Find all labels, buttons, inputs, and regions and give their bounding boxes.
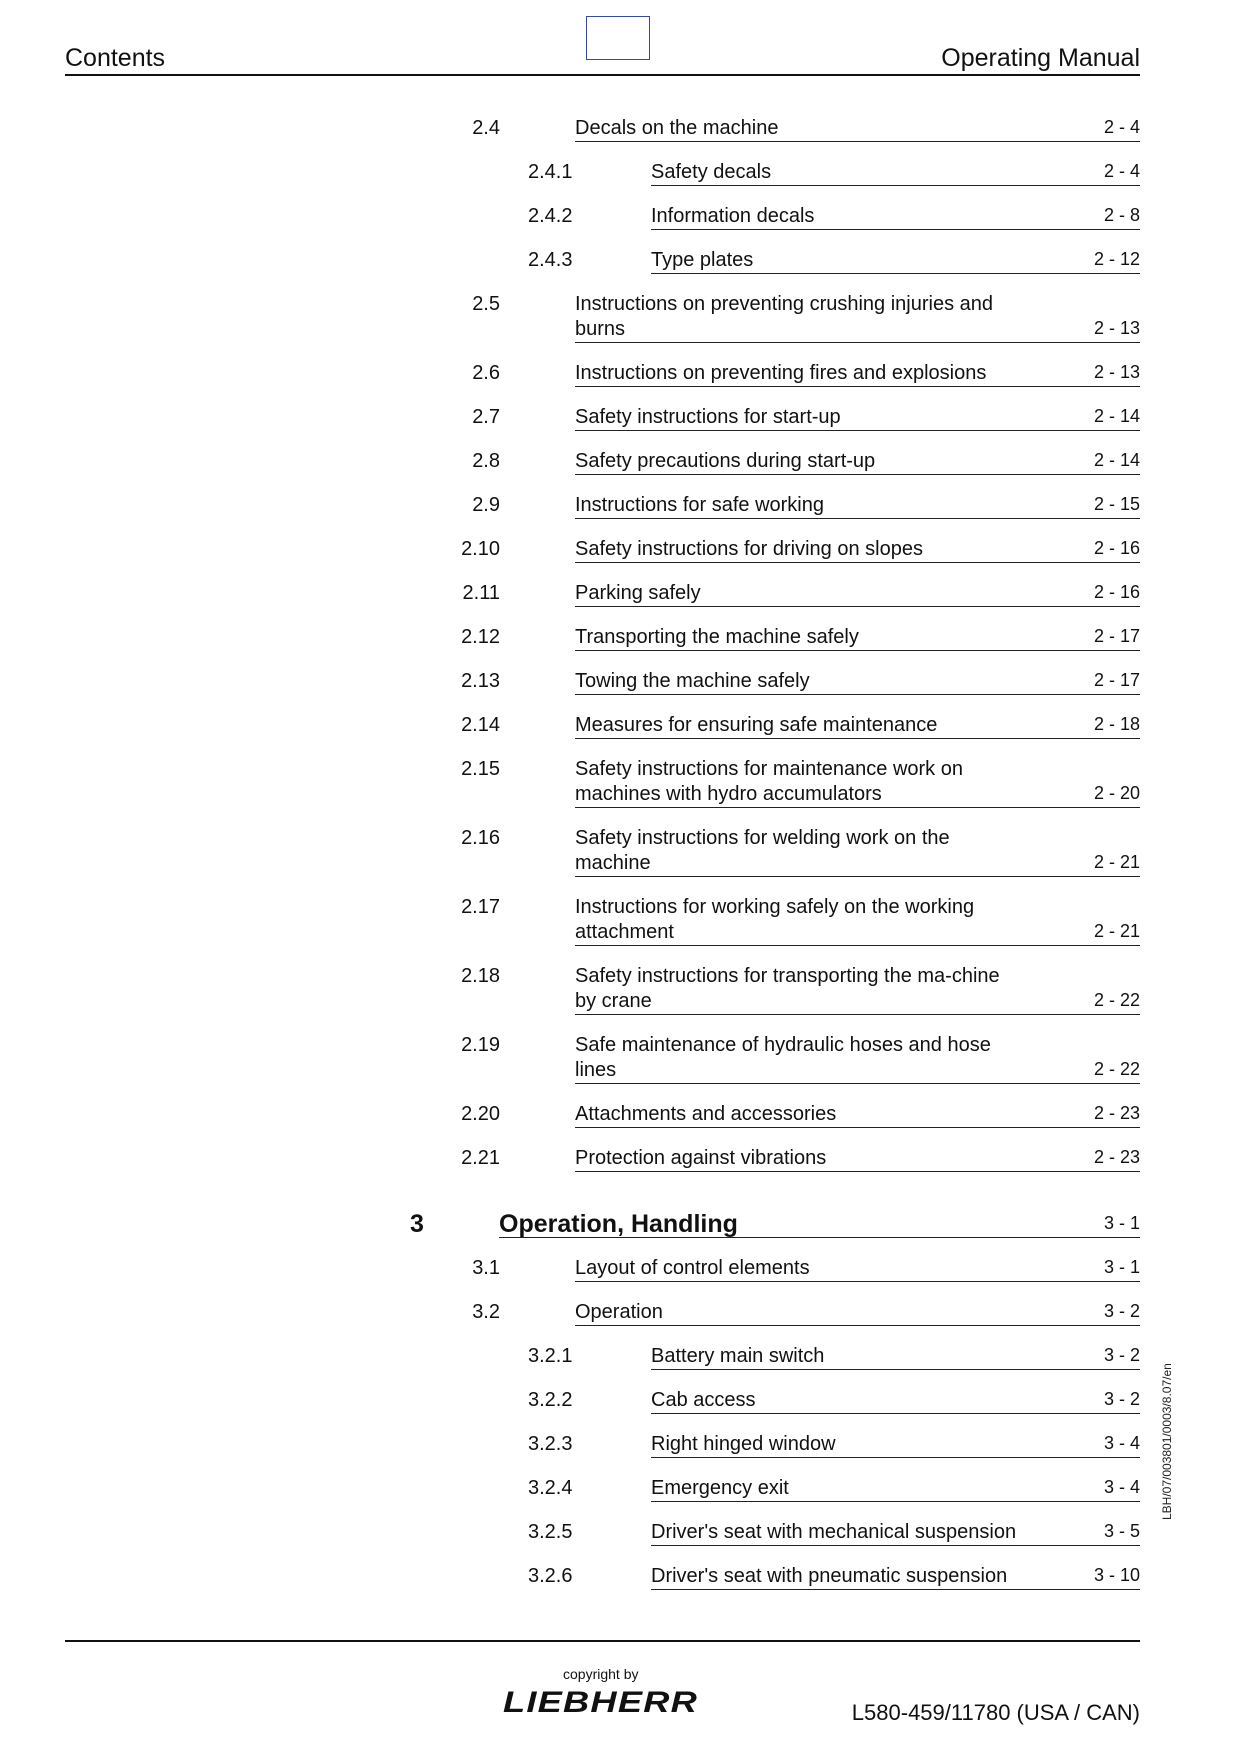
toc-entry-number: 3.2.6 [528,1565,573,1587]
toc-entry-page: 2 - 20 [1093,783,1140,803]
toc-entry-number: 2.5 [472,293,500,315]
toc-entry-title: Protection against vibrations [575,1147,827,1169]
toc-entry-number: 2.7 [472,406,500,428]
toc-entry-number: 3.2.3 [528,1433,573,1455]
toc-entry-number: 2.13 [461,670,500,692]
toc-entry-number: 3.1 [472,1257,500,1279]
toc-entry-number: 3.2.2 [528,1389,573,1411]
toc-entry-number: 2.4.2 [528,205,573,227]
toc-entry-number: 2.14 [461,714,500,736]
toc-entry-number: 2.4 [472,117,500,139]
toc-entry-page: 2 - 23 [1093,1147,1140,1167]
toc-entry-number: 2.8 [472,450,500,472]
toc-entry-number: 2.19 [461,1034,500,1056]
toc-entry-title: Transporting the machine safely [575,626,859,648]
toc-entry-title: Cab access [651,1389,756,1411]
header-divider [65,74,1140,76]
toc-entry-page: 2 - 22 [1093,990,1140,1010]
toc-entry-number: 2.21 [461,1147,500,1169]
toc-entry-title: Attachments and accessories [575,1103,837,1125]
toc-entry-page: 2 - 13 [1093,362,1140,382]
toc-entry-page: 2 - 4 [1103,161,1140,181]
toc-entry-number: 2.15 [461,758,500,780]
toc-entry-title: Safety precautions during start-up [575,450,876,472]
toc-entry-title: Measures for ensuring safe maintenance [575,714,938,736]
toc-entry-number: 2.4.1 [528,161,573,183]
toc-entry-page: 3 - 10 [1093,1565,1140,1585]
toc-entry-page: 3 - 1 [1103,1213,1140,1233]
toc-entry-number: 2.18 [461,965,500,987]
toc-entry-page: 2 - 4 [1103,117,1140,137]
toc-entry-page: 2 - 16 [1093,582,1140,602]
toc-entry-page: 2 - 23 [1093,1103,1140,1123]
toc-entry-page: 3 - 2 [1103,1301,1140,1321]
toc-entry-number: 2.11 [462,582,500,604]
toc-entry-title: Instructions for working safely on the working attachment [575,896,975,943]
toc-entry-title: Towing the machine safely [575,670,810,692]
toc-entry-number: 2.12 [461,626,500,648]
toc-entry-page: 3 - 4 [1103,1433,1140,1453]
toc-entry-title: Driver's seat with pneumatic suspension [651,1565,1008,1587]
toc-entry-page: 2 - 14 [1093,450,1140,470]
toc-entry-title: Safety instructions for start-up [575,406,841,428]
toc-entry-title: Safety instructions for transporting the ma-chine by crane [575,965,1000,1012]
toc-entry-page: 2 - 17 [1093,670,1140,690]
toc-entry-title: Safety instructions for maintenance work on machines with hydro accumulators [575,758,963,805]
toc-entry-title: Right hinged window [651,1433,836,1455]
toc-entry-title: Decals on the machine [575,117,779,139]
toc-entry-title: Information decals [651,205,815,227]
toc-entry-number: 3.2 [472,1301,500,1323]
toc-entry-page: 2 - 21 [1093,852,1140,872]
toc-entry-page: 3 - 4 [1103,1477,1140,1497]
toc-entry-number: 2.20 [461,1103,500,1125]
toc-entry-page: 2 - 17 [1093,626,1140,646]
liebherr-logo [503,1686,703,1723]
svg-text:LIEBHERR: LIEBHERR [503,1686,698,1718]
toc-entry-number: 2.4.3 [528,249,573,271]
toc-entry-page: 2 - 18 [1093,714,1140,734]
toc-entry-number: 2.9 [472,494,500,516]
toc-entry-title: Emergency exit [651,1477,789,1499]
side-document-code: LBH/07/003801/0003/8.07/en [1160,1363,1174,1520]
toc-entry-page: 2 - 12 [1093,249,1140,269]
toc-entry-number: 3.2.4 [528,1477,573,1499]
toc-entry-page: 2 - 15 [1093,494,1140,514]
toc-entry-title: Instructions on preventing crushing injuries and burns [575,293,994,340]
toc-entry-page: 3 - 2 [1103,1389,1140,1409]
toc-entry-title: Instructions for safe working [575,494,824,516]
toc-entry-page: 2 - 22 [1093,1059,1140,1079]
toc-entry-title: Safety instructions for welding work on the machine [575,827,950,874]
toc-entry-title: Battery main switch [651,1345,825,1367]
toc-entry-title: Instructions on preventing fires and explosions [575,362,987,384]
toc-entry-number: 3.2.5 [528,1521,573,1543]
toc-entry-number: 2.16 [461,827,500,849]
toc-entry-title: Layout of control elements [575,1257,810,1279]
toc-entry-title: Operation, Handling [499,1210,738,1238]
toc-entry-page: 2 - 16 [1093,538,1140,558]
toc-entry-number: 2.10 [461,538,500,560]
toc-entry-title: Safety instructions for driving on slopes [575,538,923,560]
toc-entry-title: Safety decals [651,161,772,183]
toc-entry-title: Parking safely [575,582,701,604]
toc-entry-page: 3 - 5 [1103,1521,1140,1541]
toc-entry-title: Type plates [651,249,754,271]
toc-entry-number: 2.6 [472,362,500,384]
toc-entry-page: 2 - 8 [1103,205,1140,225]
toc-entry-number: 2.17 [461,896,500,918]
toc-entry-page: 2 - 14 [1093,406,1140,426]
toc-entry-title: Driver's seat with mechanical suspension [651,1521,1017,1543]
toc-entry-title: Operation [575,1301,663,1323]
header-section-title: Contents [65,44,166,72]
footer-divider [65,1640,1140,1642]
header-manual-title: Operating Manual [941,44,1140,72]
toc-entry-number: 3.2.1 [528,1345,573,1367]
document-id: L580-459/11780 (USA / CAN) [851,1700,1140,1725]
toc-entry-page: 3 - 2 [1103,1345,1140,1365]
copyright-label: copyright by [563,1666,639,1682]
header-blank-box [586,16,650,60]
toc-entry-page: 2 - 13 [1093,318,1140,338]
toc-entry-title: Safe maintenance of hydraulic hoses and hose lines [575,1034,991,1081]
toc-entry-page: 2 - 21 [1093,921,1140,941]
toc-entry-number: 3 [410,1210,424,1238]
toc-entry-page: 3 - 1 [1103,1257,1140,1277]
